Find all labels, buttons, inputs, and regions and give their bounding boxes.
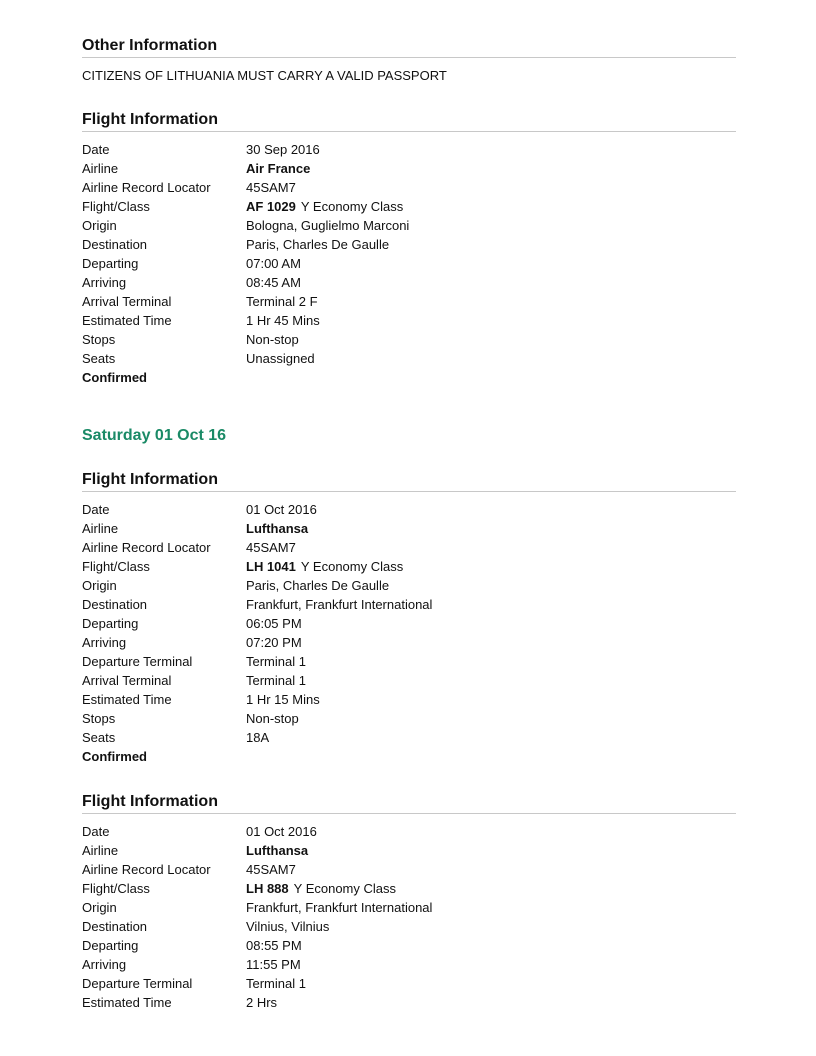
label-arriving: Arriving <box>82 275 127 290</box>
label-origin: Origin <box>82 578 117 593</box>
row-flight-class <box>82 557 432 576</box>
row-departing <box>82 614 432 633</box>
label-seats: Seats <box>82 730 116 745</box>
row-record-locator <box>82 860 432 879</box>
booking-status: Confirmed <box>82 749 147 764</box>
value-record-locator: 45SAM7 <box>246 540 296 555</box>
label-origin: Origin <box>82 218 117 233</box>
label-record-locator: Airline Record Locator <box>82 862 211 877</box>
value-flight-class <box>246 879 432 898</box>
value-flight-class <box>246 557 432 576</box>
label-airline: Airline <box>82 843 119 858</box>
label-arrival-terminal: Arrival Terminal <box>82 294 172 309</box>
flight-info-heading: Flight Information <box>82 110 736 132</box>
value-record-locator: 45SAM7 <box>246 862 296 877</box>
flight-info-section-3 <box>82 792 736 1012</box>
day-heading: Saturday 01 Oct 16 <box>82 427 227 444</box>
label-destination: Destination <box>82 919 148 934</box>
row-seats <box>82 349 409 368</box>
row-destination <box>82 917 432 936</box>
value-airline: Lufthansa <box>246 843 309 858</box>
row-departure-terminal <box>82 974 432 993</box>
value-origin: Paris, Charles De Gaulle <box>246 578 390 593</box>
row-airline <box>82 519 432 538</box>
row-departing <box>82 254 409 273</box>
value-destination: Frankfurt, Frankfurt International <box>246 597 433 612</box>
value-date: 01 Oct 2016 <box>246 502 317 517</box>
row-arriving <box>82 633 432 652</box>
row-date <box>82 500 432 519</box>
row-destination <box>82 595 432 614</box>
label-departing: Departing <box>82 616 139 631</box>
row-estimated-time <box>82 311 409 330</box>
label-destination: Destination <box>82 597 148 612</box>
other-information-section <box>82 36 736 84</box>
value-flight-class <box>246 197 409 216</box>
value-stops: Non-stop <box>246 711 299 726</box>
label-record-locator: Airline Record Locator <box>82 540 211 555</box>
label-date: Date <box>82 824 110 839</box>
label-flight-class: Flight/Class <box>82 881 150 896</box>
value-record-locator: 45SAM7 <box>246 180 296 195</box>
flight-details-table <box>82 140 409 368</box>
passport-notice: CITIZENS OF LITHUANIA MUST CARRY A VALID PASSPORT <box>82 68 447 83</box>
value-estimated-time: 2 Hrs <box>246 995 278 1010</box>
value-destination: Vilnius, Vilnius <box>246 919 330 934</box>
value-stops: Non-stop <box>246 332 299 347</box>
label-departure-terminal: Departure Terminal <box>82 976 193 991</box>
value-destination: Paris, Charles De Gaulle <box>246 237 390 252</box>
label-destination: Destination <box>82 237 148 252</box>
row-departure-terminal <box>82 652 432 671</box>
value-seats: Unassigned <box>246 351 315 366</box>
row-record-locator <box>82 538 432 557</box>
row-origin <box>82 898 432 917</box>
value-arriving: 07:20 PM <box>246 635 302 650</box>
flight-info-section-1 <box>82 110 736 387</box>
row-arriving <box>82 955 432 974</box>
label-seats: Seats <box>82 351 116 366</box>
label-estimated-time: Estimated Time <box>82 995 172 1010</box>
row-stops <box>82 709 432 728</box>
label-estimated-time: Estimated Time <box>82 692 172 707</box>
row-destination <box>82 235 409 254</box>
flight-info-section-2 <box>82 470 736 766</box>
row-origin <box>82 576 432 595</box>
label-arriving: Arriving <box>82 957 127 972</box>
value-estimated-time: 1 Hr 45 Mins <box>246 313 320 328</box>
label-airline: Airline <box>82 161 119 176</box>
row-airline <box>82 159 409 178</box>
value-date: 30 Sep 2016 <box>246 142 320 157</box>
label-date: Date <box>82 502 110 517</box>
label-departing: Departing <box>82 938 139 953</box>
cabin-class: Y Economy Class <box>293 881 396 896</box>
value-departing: 07:00 AM <box>246 256 301 271</box>
value-airline: Lufthansa <box>246 521 309 536</box>
value-estimated-time: 1 Hr 15 Mins <box>246 692 320 707</box>
row-airline <box>82 841 432 860</box>
label-date: Date <box>82 142 110 157</box>
row-record-locator <box>82 178 409 197</box>
value-arrival-terminal: Terminal 1 <box>246 673 306 688</box>
label-stops: Stops <box>82 332 116 347</box>
other-information-heading: Other Information <box>82 36 736 58</box>
value-origin: Frankfurt, Frankfurt International <box>246 900 433 915</box>
flight-details-table <box>82 500 432 747</box>
cabin-class: Y Economy Class <box>300 199 404 214</box>
row-flight-class <box>82 879 432 898</box>
label-arriving: Arriving <box>82 635 127 650</box>
flight-number: LH 1041 <box>246 559 296 574</box>
row-estimated-time <box>82 993 432 1012</box>
row-arriving <box>82 273 409 292</box>
row-estimated-time <box>82 690 432 709</box>
flight-details-table <box>82 822 432 1012</box>
row-stops <box>82 330 409 349</box>
value-date: 01 Oct 2016 <box>246 824 317 839</box>
label-departing: Departing <box>82 256 139 271</box>
value-departure-terminal: Terminal 1 <box>246 654 306 669</box>
row-arrival-terminal <box>82 292 409 311</box>
flight-number: AF 1029 <box>246 199 296 214</box>
value-arriving: 11:55 PM <box>246 957 301 972</box>
flight-info-heading: Flight Information <box>82 792 736 814</box>
itinerary-page <box>82 36 736 1012</box>
label-departure-terminal: Departure Terminal <box>82 654 193 669</box>
value-departing: 08:55 PM <box>246 938 302 953</box>
value-arriving: 08:45 AM <box>246 275 301 290</box>
row-departing <box>82 936 432 955</box>
label-flight-class: Flight/Class <box>82 559 150 574</box>
row-date <box>82 140 409 159</box>
label-flight-class: Flight/Class <box>82 199 150 214</box>
label-origin: Origin <box>82 900 117 915</box>
flight-number: LH 888 <box>246 881 289 896</box>
value-departing: 06:05 PM <box>246 616 302 631</box>
label-estimated-time: Estimated Time <box>82 313 172 328</box>
value-seats: 18A <box>246 730 270 745</box>
row-origin <box>82 216 409 235</box>
value-arrival-terminal: Terminal 2 F <box>246 294 318 309</box>
label-airline: Airline <box>82 521 119 536</box>
value-origin: Bologna, Guglielmo Marconi <box>246 218 410 233</box>
value-departure-terminal: Terminal 1 <box>246 976 306 991</box>
label-arrival-terminal: Arrival Terminal <box>82 673 172 688</box>
value-airline: Air France <box>246 161 311 176</box>
cabin-class: Y Economy Class <box>300 559 404 574</box>
row-date <box>82 822 432 841</box>
row-seats <box>82 728 432 747</box>
label-record-locator: Airline Record Locator <box>82 180 211 195</box>
row-arrival-terminal <box>82 671 432 690</box>
flight-info-heading: Flight Information <box>82 470 736 492</box>
booking-status: Confirmed <box>82 370 147 385</box>
label-stops: Stops <box>82 711 116 726</box>
row-flight-class <box>82 197 409 216</box>
